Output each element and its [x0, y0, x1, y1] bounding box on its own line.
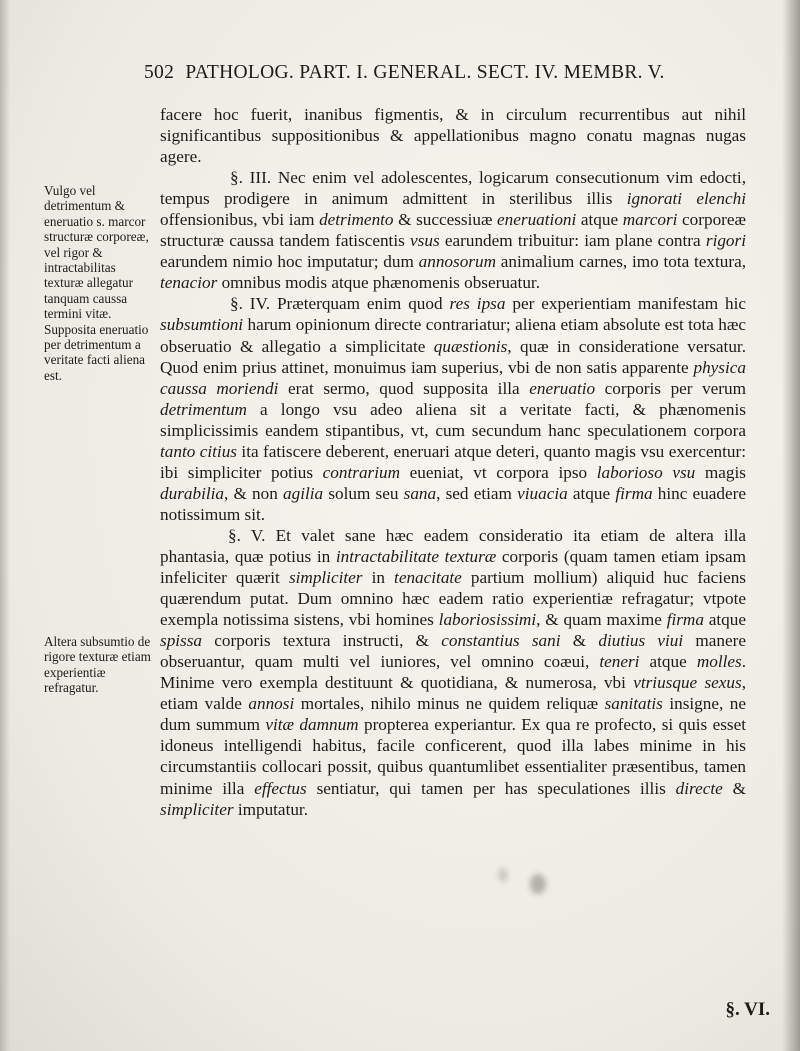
text: & successiuæ [393, 210, 498, 230]
text: magis [695, 462, 746, 482]
text: atque [639, 652, 697, 672]
text: animalium carnes, imo tota textura, [495, 252, 746, 272]
italic-term: firma [615, 483, 653, 503]
italic-term: spissa [160, 631, 203, 651]
italic-term: subsumtioni [160, 315, 244, 335]
section-5-paragraph [160, 525, 746, 820]
italic-term: intractabilitate texturæ [335, 546, 497, 566]
ink-blot [498, 868, 508, 882]
italic-term: tenacitate [394, 568, 462, 588]
section-3-label: §. III. [230, 168, 272, 188]
italic-term: laboriosissimi [438, 610, 537, 630]
section-3-paragraph [160, 167, 746, 293]
italic-term: teneri [599, 652, 640, 672]
text: , quæ in consideratione versatur. Quod enim prius attinet, monuimus iam superius, vbi de non satis apparente [160, 336, 746, 377]
italic-term: diutius viui [598, 631, 684, 651]
italic-term: agilia [283, 483, 324, 503]
text: solum seu [323, 483, 404, 503]
italic-term: detrimentum [160, 399, 247, 419]
italic-term: res ipsa [449, 294, 506, 314]
text: sentiatur, qui tamen per has speculationes illis [306, 778, 676, 798]
text: , & non [223, 483, 284, 503]
text: corporis (quam tamen etiam ipsam infeliciter quærit [160, 546, 746, 588]
italic-term: constantius sani [441, 631, 561, 651]
text: imputatur. [233, 799, 309, 819]
text: harum opinionum directe contrariatur; aliena etiam absolute est tota hæc obseruatio & allegatio a simplicitate [160, 315, 746, 356]
text: . Minime vero exempla destituunt & quotidiana, & numerosa, vbi [160, 652, 746, 693]
text: corporis textura instructi, & [202, 631, 442, 651]
italic-term: sana [403, 483, 437, 503]
italic-term: tenacior [160, 273, 218, 293]
italic-term: marcori [622, 210, 678, 230]
page-left-edge-shadow [0, 0, 10, 1051]
italic-term: rigori [705, 231, 746, 251]
text: mortales, nihilo minus ne quidem reliquæ [294, 694, 605, 714]
italic-term: durabilia [160, 483, 224, 503]
italic-term: eneruationi [497, 210, 577, 230]
italic-term: viuacia [517, 483, 568, 503]
italic-term: eneruatio [529, 378, 596, 398]
text: & [560, 631, 599, 651]
text: , etiam valde [160, 673, 746, 714]
italic-term: vsus [410, 231, 440, 251]
text: insigne, ne dum summum [160, 694, 746, 735]
ink-blot [530, 874, 546, 894]
text: , & quam maxime [536, 610, 667, 630]
italic-term: quæstionis [433, 336, 508, 356]
italic-term: ignorati elenchi [626, 189, 746, 209]
italic-term: annosorum [418, 252, 496, 272]
italic-term: firma [666, 610, 704, 630]
section-4-label: §. IV. [230, 294, 271, 314]
italic-term: molles [696, 652, 742, 672]
text: hinc euadere notissimum sit. [160, 483, 746, 524]
running-title: PATHOLOG. PART. I. GENERAL. SECT. IV. MEMBR. V. [185, 62, 665, 83]
text: offensionibus, vbi iam [160, 210, 320, 230]
italic-term: detrimento [319, 210, 394, 230]
italic-term: annosi [248, 694, 295, 714]
section-5-label: §. V. [228, 525, 266, 545]
text: in [362, 568, 395, 588]
italic-term: vitæ damnum [265, 715, 359, 735]
text: Nec enim vel adolescentes, logicarum consecutionum vim edocti, tempus prodigere in animum admittent in sterilibus illis [160, 168, 747, 209]
marginal-note-1: Vulgo vel detrimentum & eneruatio s. marcor structuræ corporeæ, vel rigor & intractabilitas texturæ allegatur tanquam caussa termini vitæ. Supposita eneruatio per detrimentum a veritate facti aliena est. [44, 183, 149, 383]
text: manere obseruantur, quam multi vel iuniores, vel omnino coæui, [160, 631, 746, 672]
italic-term: vtriusque sexus [633, 673, 742, 693]
italic-term: simpliciter [288, 568, 363, 588]
text: partium mollium) aliquid huc faciens quærendum putat. Dum omnino hæc eadem ratio experientiæ refragatur; vtpote exempla notissima sistens, vbi homines [160, 568, 746, 630]
italic-term: physica caussa moriendi [160, 357, 746, 398]
text: omnibus modis atque phænomenis obseruatur. [217, 273, 540, 293]
text: & [722, 778, 747, 798]
running-header [144, 62, 744, 84]
text: earundem nimio hoc imputatur; dum [160, 252, 419, 272]
catchword: §. VI. [725, 999, 770, 1020]
text: , sed etiam [436, 483, 518, 503]
text: eueniat, vt corpora ipso [400, 462, 597, 482]
text: per experientiam manifestam hic [505, 294, 746, 314]
main-text [160, 104, 746, 820]
italic-term: tanto citius [160, 441, 237, 461]
text: corporis per verum [595, 378, 746, 398]
text: Præterquam enim quod [270, 294, 450, 314]
page-right-edge-shadow [782, 0, 800, 1051]
text: corporeæ structuræ caussa tandem fatiscentis [160, 210, 746, 251]
text: a longo vsu adeo aliena sit a veritate facti, & phænomenis simplicissimis eandem stipantibus, vt, cum secundum hanc speculationem corpora [160, 399, 746, 440]
text: atque [576, 210, 623, 230]
continuation-paragraph: facere hoc fuerit, inanibus figmentis, & in circulum recurrentibus aut nihil significantibus suppositionibus & appellationibus magno conatu magnas nugas agere. [160, 105, 746, 167]
marginal-note-2: Altera subsumtio de rigore texturæ etiam experientiæ refragatur. [44, 634, 151, 696]
text: propterea experiantur. Ex qua re profecto, si quis esset idoneus intelligendi habitus, facile conficerent, quod illa labes minime in his circumstantiis collocari possit, quibus quantumlibet essentialiter præsentibus, tamen minime illa [160, 715, 747, 798]
text: ita fatiscere deberent, eneruari atque deteri, quanto magis vsu exercentur: ibi simpliciter potius [160, 441, 746, 482]
italic-term: effectus [254, 778, 307, 798]
italic-term: simpliciter [160, 799, 234, 819]
italic-term: laborioso vsu [596, 462, 696, 482]
text: atque [703, 610, 746, 630]
text: atque [567, 483, 616, 503]
text: Et valet sane hæc eadem consideratio ita etiam de altera illa phantasia, quæ potius in [160, 525, 746, 566]
text: earundem tribuitur: iam plane contra [439, 231, 706, 251]
section-4-paragraph [160, 293, 746, 525]
italic-term: directe [675, 778, 723, 798]
italic-term: sanitatis [604, 694, 663, 714]
text: erat sermo, quod supposita illa [278, 378, 530, 398]
page-number: 502 [144, 62, 175, 83]
italic-term: contrarium [322, 462, 401, 482]
